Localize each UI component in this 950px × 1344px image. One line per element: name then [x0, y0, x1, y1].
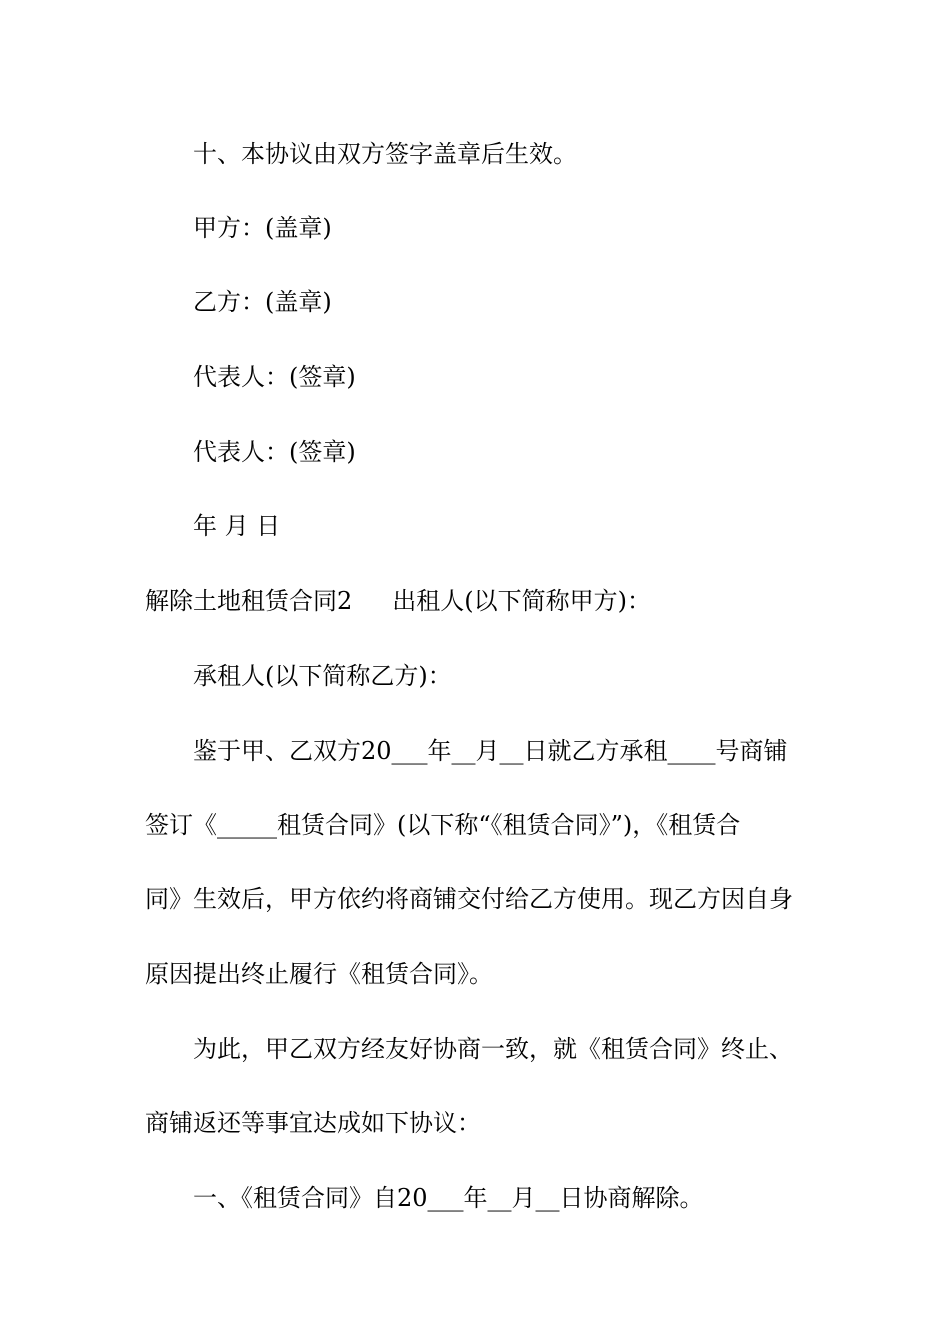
- body-paragraph-line: 商铺返还等事宜达成如下协议：: [145, 1109, 481, 1137]
- party-b-seal: 乙方：(盖章): [193, 288, 332, 316]
- clause-10: 十、本协议由双方签字盖章后生效。: [193, 140, 577, 168]
- body-paragraph-line: 鉴于甲、乙双方20___年__月__日就乙方承租____号商铺: [193, 737, 788, 765]
- section-heading-line: [145, 585, 815, 617]
- section-heading: 解除土地租赁合同2: [145, 587, 353, 615]
- representative-b: 代表人：(签章): [193, 438, 356, 466]
- body-paragraph-line: 同》生效后，甲方依约将商铺交付给乙方使用。现乙方因自身: [145, 885, 793, 913]
- body-paragraph-line: 为此，甲乙双方经友好协商一致，就《租赁合同》终止、: [193, 1035, 793, 1063]
- date-line: 年 月 日: [193, 512, 281, 540]
- lessor-label: 出租人(以下简称甲方)：: [392, 587, 652, 615]
- clause-1: 一、《租赁合同》自20___年__月__日协商解除。: [193, 1184, 704, 1212]
- lessee-label: 承租人(以下简称乙方)：: [193, 662, 452, 690]
- body-paragraph-line: 原因提出终止履行《租赁合同》。: [145, 960, 493, 988]
- party-a-seal: 甲方：(盖章): [193, 214, 332, 242]
- body-paragraph-line: 签订《_____租赁合同》(以下称“《租赁合同》”)，《租赁合: [145, 811, 741, 839]
- representative-a: 代表人：(签章): [193, 363, 356, 391]
